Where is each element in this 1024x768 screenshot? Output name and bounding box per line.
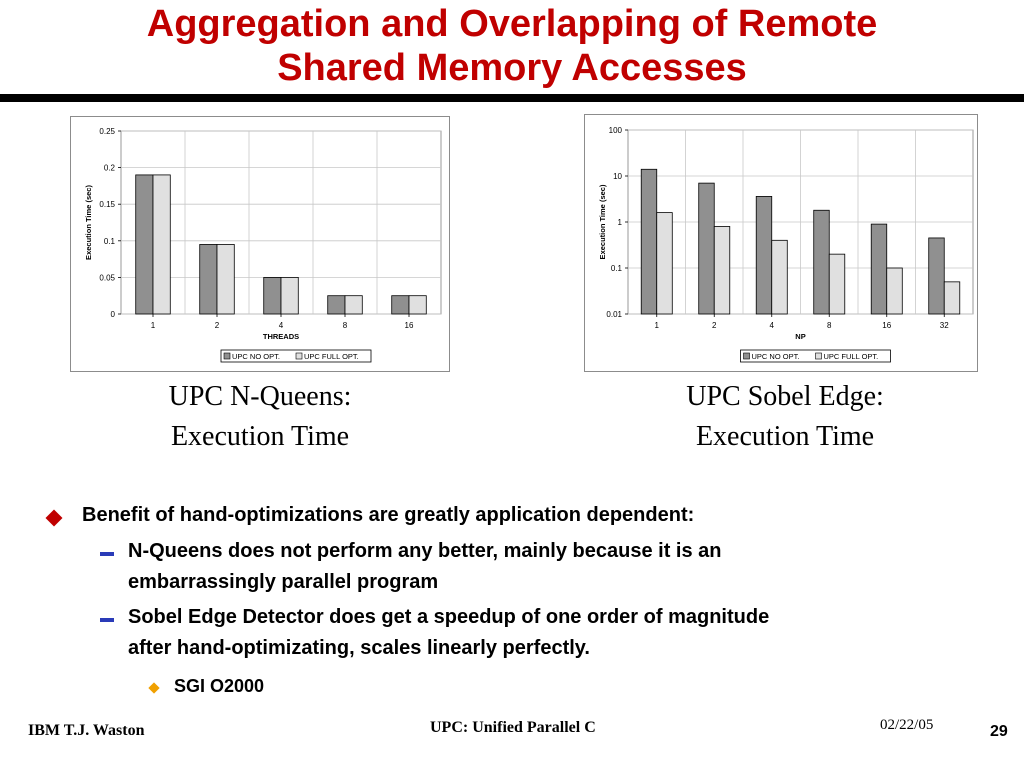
bar-no-opt: [200, 244, 217, 314]
bar-full-opt: [217, 244, 234, 314]
chart-nqueens: [70, 116, 450, 372]
caption-sobel: [585, 377, 985, 457]
bar-full-opt: [829, 254, 845, 314]
slide-title: [0, 2, 1024, 90]
y-tick-label: 0.1: [610, 264, 622, 273]
y-tick-label: 10: [613, 172, 622, 181]
caption-nqueens: [60, 377, 460, 457]
bar-no-opt: [756, 196, 772, 314]
small-diamond-bullet-icon: [148, 682, 159, 693]
x-tick-label: 16: [882, 321, 892, 330]
legend-label: UPC NO OPT.: [751, 352, 800, 361]
y-tick-label: 0.1: [103, 236, 115, 246]
caption-sobel-line2: Execution Time: [695, 421, 875, 452]
x-tick-label: 1: [150, 321, 156, 330]
bar-full-opt: [887, 268, 903, 314]
footer-date: 02/22/05: [880, 717, 934, 733]
y-tick-label: 0.2: [103, 163, 115, 173]
bar-full-opt: [944, 282, 960, 314]
bar-full-opt: [409, 296, 426, 314]
bullet-sub-nqueens: [128, 536, 978, 598]
footer-title: UPC: Unified Parallel C: [430, 719, 596, 736]
bullet-main: Benefit of hand-optimizations are greatly application dependent:: [82, 504, 695, 526]
legend-swatch: [816, 353, 822, 359]
x-tick-label: 8: [342, 321, 348, 330]
footer-organization: IBM T.J. Waston: [28, 722, 145, 739]
caption-nqueens-line1: UPC N-Queens:: [168, 381, 352, 412]
title-divider: [0, 94, 1024, 102]
bar-full-opt: [657, 213, 673, 314]
bar-full-opt: [714, 226, 730, 314]
bullet-sub-sobel-line1: Sobel Edge Detector does get a speedup of one order of magnitude: [128, 606, 770, 628]
legend-label: UPC NO OPT.: [232, 352, 280, 361]
legend-swatch: [224, 353, 230, 359]
x-tick-label: 8: [827, 321, 832, 330]
y-tick-label: 0.05: [99, 273, 115, 283]
bar-full-opt: [345, 296, 362, 314]
bar-full-opt: [772, 240, 788, 314]
caption-nqueens-line2: Execution Time: [170, 421, 350, 452]
x-tick-label: 32: [939, 321, 949, 330]
y-tick-label: 0.01: [606, 310, 622, 319]
page-number: 29: [990, 723, 1008, 740]
chart-sobel: [584, 114, 978, 372]
legend-label: UPC FULL OPT.: [823, 352, 879, 361]
bullet-sgi: SGI O2000: [174, 676, 265, 696]
bar-no-opt: [264, 277, 281, 314]
bar-no-opt: [699, 183, 715, 314]
y-axis-label: Execution Time (sec): [84, 185, 93, 260]
bullet-sub-nqueens-line2: embarrassingly parallel program: [128, 571, 439, 593]
bar-no-opt: [328, 296, 345, 314]
x-tick-label: 16: [404, 321, 414, 330]
x-axis-label: THREADS: [262, 332, 300, 341]
bar-full-opt: [281, 277, 298, 314]
bar-full-opt: [153, 175, 170, 314]
x-tick-label: 4: [278, 321, 284, 330]
bar-no-opt: [814, 210, 830, 314]
diamond-bullet-icon: [46, 510, 63, 527]
bullet-sub-sobel: [128, 602, 978, 664]
x-tick-label: 2: [712, 321, 717, 330]
chart-sobel-svg: [585, 115, 977, 371]
bullet-sub-nqueens-line1: N-Queens does not perform any better, mainly because it is an: [128, 540, 722, 562]
chart-nqueens-svg: [71, 117, 449, 371]
bar-no-opt: [392, 296, 409, 314]
legend-swatch: [296, 353, 302, 359]
caption-sobel-line1: UPC Sobel Edge:: [686, 381, 884, 412]
y-tick-label: 100: [608, 126, 622, 135]
x-tick-label: 1: [654, 321, 659, 330]
bar-no-opt: [136, 175, 153, 314]
bullet-sub-sobel-line2: after hand-optimizating, scales linearly perfectly.: [128, 637, 590, 659]
y-tick-label: 0.15: [99, 200, 115, 210]
dash-bullet-icon: [100, 552, 114, 556]
y-axis-label: Execution Time (sec): [598, 184, 607, 260]
x-tick-label: 2: [214, 321, 220, 330]
legend-label: UPC FULL OPT.: [304, 352, 359, 361]
x-tick-label: 4: [769, 321, 774, 330]
bar-no-opt: [871, 224, 887, 314]
dash-bullet-icon: [100, 618, 114, 622]
title-line-1: Aggregation and Overlapping of Remote: [146, 3, 878, 45]
bar-no-opt: [641, 169, 657, 314]
legend-swatch: [744, 353, 750, 359]
x-axis-label: NP: [795, 332, 806, 341]
bar-no-opt: [929, 238, 945, 314]
y-tick-label: 1: [617, 218, 622, 227]
y-tick-label: 0: [110, 310, 115, 319]
y-tick-label: 0.25: [99, 127, 115, 136]
title-line-2: Shared Memory Accesses: [277, 47, 747, 89]
